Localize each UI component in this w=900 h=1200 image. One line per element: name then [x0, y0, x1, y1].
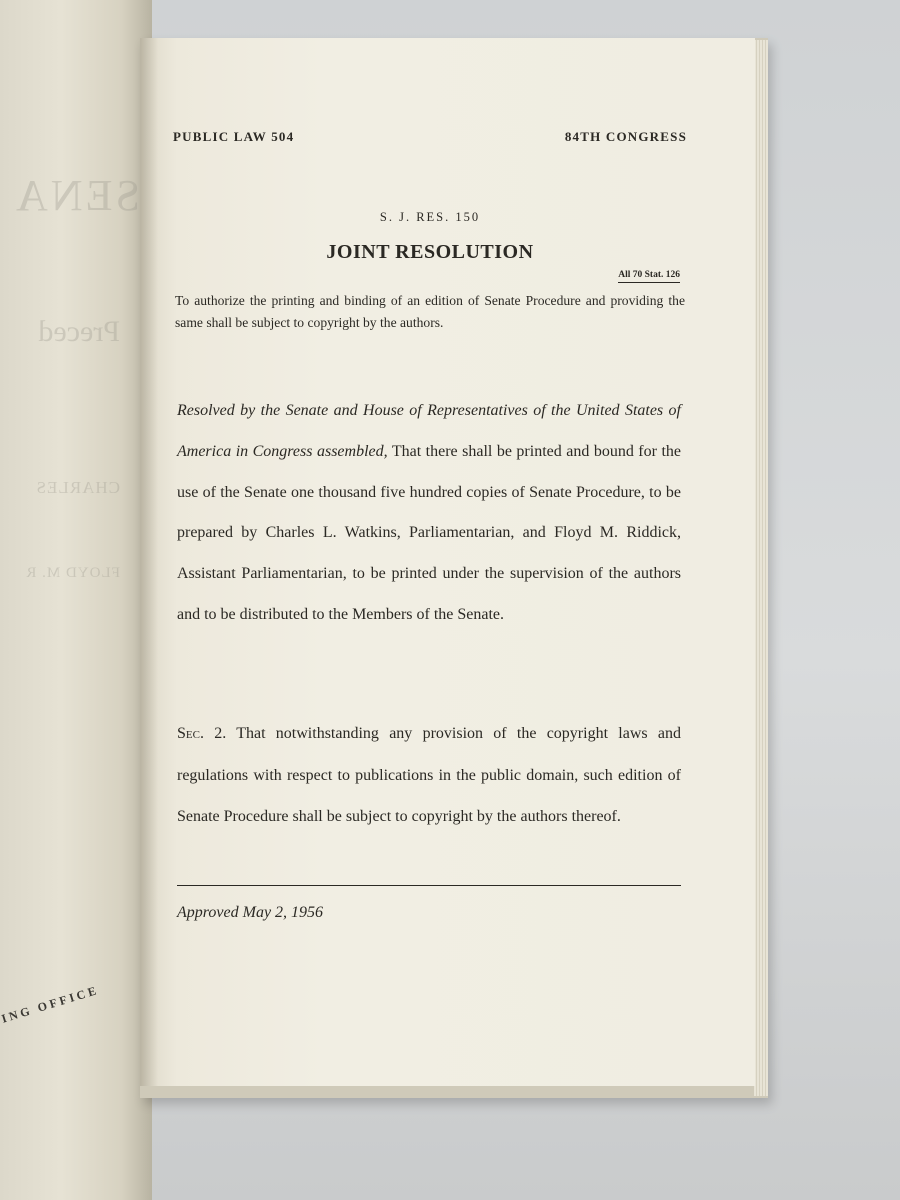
section-1 [177, 391, 681, 636]
page-edges [754, 40, 768, 1096]
statute-reference: All 70 Stat. 126 [618, 270, 680, 283]
printing-office-imprint: ING OFFICE [0, 982, 101, 1026]
section-2-label: Sec. 2. [177, 725, 227, 742]
public-law-number: PUBLIC LAW 504 [173, 129, 295, 144]
section-1-text: That there shall be printed and bound for the use of the Senate one thousand five hundred copies of Senate Procedure, to be prepared by Charles L. Watkins, Parliamentarian, and Floyd M. Riddick, Assistant Parliamentarian, to be printed under the supervision of the authors and to be distributed to the Members of the Senate. [177, 442, 681, 623]
left-facing-page [0, 0, 152, 1200]
resolution-number: S. J. RES. 150 [379, 210, 481, 224]
approval-date: Approved May 2, 1956 [177, 904, 324, 921]
enacting-clause: Resolved by the Senate and House of Representatives of the United States of America in Congress assembled, [177, 402, 681, 460]
section-2-text: That notwithstanding any provision of the copyright laws and regulations with respect to publications in the public domain, such edition of Senate Procedure shall be subject to copyright by the authors thereof. [177, 725, 681, 825]
congress-number: 84TH CONGRESS [564, 129, 687, 144]
show-through-text: SENA Preced CHARLES FLOYD M. R [13, 171, 140, 581]
page-gutter-shadow [140, 38, 158, 1086]
purpose-statement: To authorize the printing and binding of an edition of Senate Procedure and providing the same shall be subject to copyright by the authors. [175, 293, 685, 330]
section-2 [177, 713, 681, 838]
divider-rule [177, 885, 681, 886]
document-title: JOINT RESOLUTION [326, 241, 534, 263]
document-page [140, 38, 755, 1086]
